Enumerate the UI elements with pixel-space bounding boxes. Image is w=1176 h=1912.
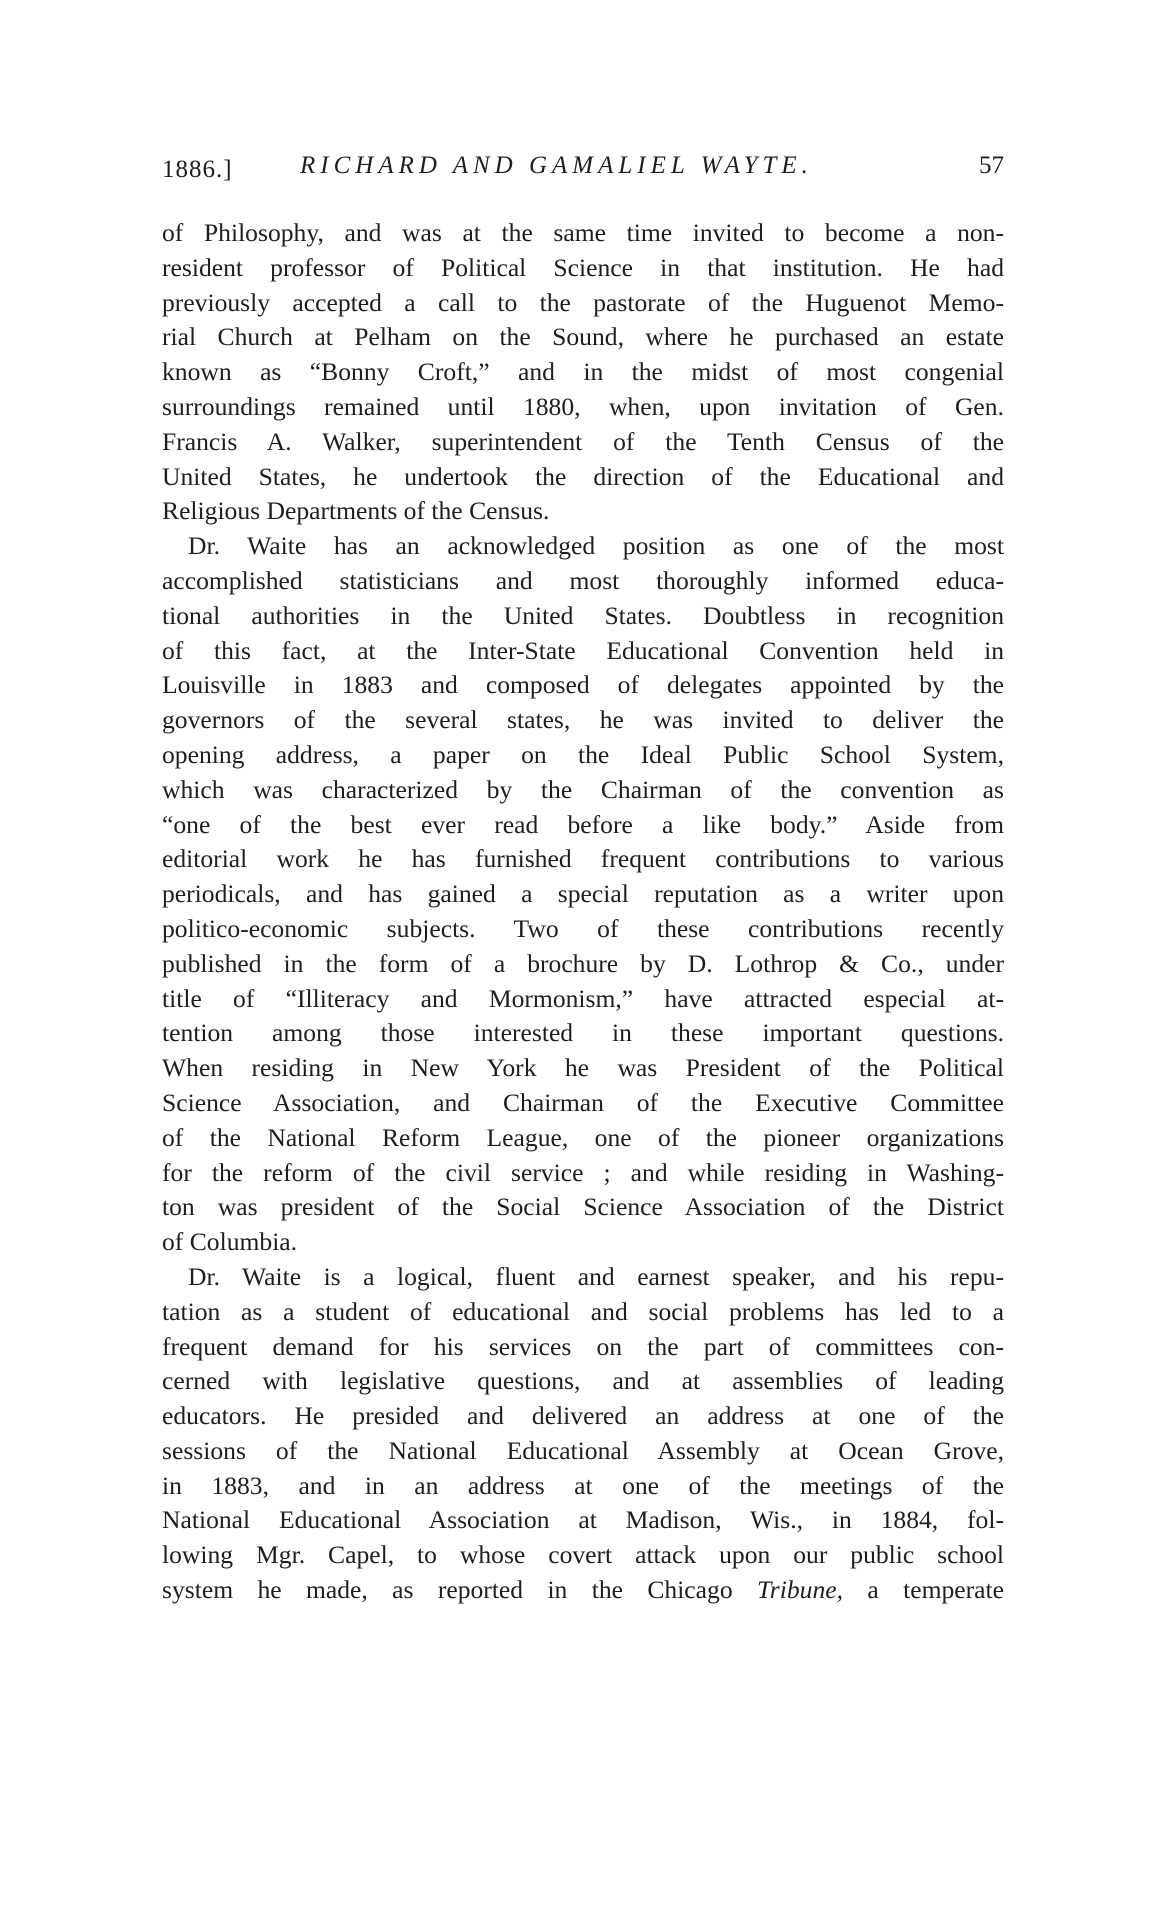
- text-line: National Educational Association at Madison, Wis., in 1884, fol-: [162, 1505, 1004, 1535]
- paragraph-start-line: Dr. Waite is a logical, fluent and earnest speaker, and his repu-: [188, 1261, 1004, 1291]
- page-number: 57: [979, 152, 1004, 179]
- text-line: politico-economic subjects. Two of these contributions recently: [162, 913, 1004, 943]
- text-line: ton was president of the Social Science Association of the District: [162, 1192, 1004, 1222]
- text-line: resident professor of Political Science in that institution. He had: [162, 252, 1004, 282]
- text-line: Science Association, and Chairman of the Executive Committee: [162, 1087, 1004, 1117]
- text-line: rial Church at Pelham on the Sound, where he purchased an estate: [162, 322, 1004, 352]
- text-run: a temperate: [843, 1575, 1004, 1605]
- text-line: known as “Bonny Croft,” and in the midst of most congenial: [162, 357, 1004, 387]
- text-line: periodicals, and has gained a special reputation as a writer upon: [162, 879, 1004, 909]
- text-line: tional authorities in the United States. Doubtless in recognition: [162, 600, 1004, 630]
- text-line: educators. He presided and delivered an address at one of the: [162, 1401, 1004, 1431]
- text-line: cerned with legislative questions, and at assemblies of leading: [162, 1366, 1004, 1396]
- text-line: surroundings remained until 1880, when, upon invitation of Gen.: [162, 391, 1004, 421]
- running-header: [162, 150, 1004, 190]
- text-line: of Philosophy, and was at the same time invited to become a non-: [162, 218, 1004, 247]
- text-line: in 1883, and in an address at one of the meetings of the: [162, 1470, 1004, 1500]
- text-line: sessions of the National Educational Assembly at Ocean Grove,: [162, 1435, 1004, 1465]
- text-line: for the reform of the civil service ; and while residing in Washing-: [162, 1157, 1004, 1187]
- text-line: tation as a student of educational and social problems has led to a: [162, 1296, 1004, 1326]
- text-line: Religious Departments of the Census.: [162, 496, 550, 526]
- text-line: of the National Reform League, one of the pioneer organizations: [162, 1122, 1004, 1152]
- text-line: Francis A. Walker, superintendent of the Tenth Census of the: [162, 426, 1004, 456]
- text-line: frequent demand for his services on the part of committees con-: [162, 1331, 1004, 1361]
- text-line: previously accepted a call to the pastorate of the Huguenot Memo-: [162, 287, 1004, 317]
- text-line: lowing Mgr. Capel, to whose covert attack upon our public school: [162, 1540, 1004, 1570]
- text-line: editorial work he has furnished frequent contributions to various: [162, 844, 1004, 874]
- text-line: tention among those interested in these important questions.: [162, 1018, 1004, 1048]
- text-line: accomplished statisticians and most thoroughly informed educa-: [162, 565, 1004, 595]
- newspaper-title: Tribune,: [756, 1575, 844, 1605]
- text-line: Louisville in 1883 and composed of delegates appointed by the: [162, 670, 1004, 700]
- text-line: title of “Illiteracy and Mormonism,” have attracted especial at-: [162, 983, 1004, 1013]
- text-line: governors of the several states, he was invited to deliver the: [162, 705, 1004, 735]
- text-line: [162, 1573, 1004, 1608]
- header-year: 1886.]: [162, 156, 233, 183]
- text-run: system he made, as reported in the Chicago: [162, 1575, 757, 1605]
- running-title: RICHARD AND GAMALIEL WAYTE.: [300, 152, 813, 179]
- text-line: which was characterized by the Chairman of the convention as: [162, 774, 1004, 804]
- text-line: of Columbia.: [162, 1227, 298, 1257]
- text-line: When residing in New York he was President of the Political: [162, 1053, 1004, 1083]
- text-line: published in the form of a brochure by D. Lothrop & Co., under: [162, 948, 1004, 978]
- text-line: opening address, a paper on the Ideal Public School System,: [162, 739, 1004, 769]
- text-line: of this fact, at the Inter-State Educational Convention held in: [162, 635, 1004, 665]
- text-line: United States, he undertook the direction of the Educational and: [162, 461, 1004, 491]
- paragraph-start-line: Dr. Waite has an acknowledged position as one of the most: [188, 531, 1004, 561]
- text-line: “one of the best ever read before a like body.” Aside from: [162, 809, 1004, 839]
- body-text: [162, 216, 1004, 1608]
